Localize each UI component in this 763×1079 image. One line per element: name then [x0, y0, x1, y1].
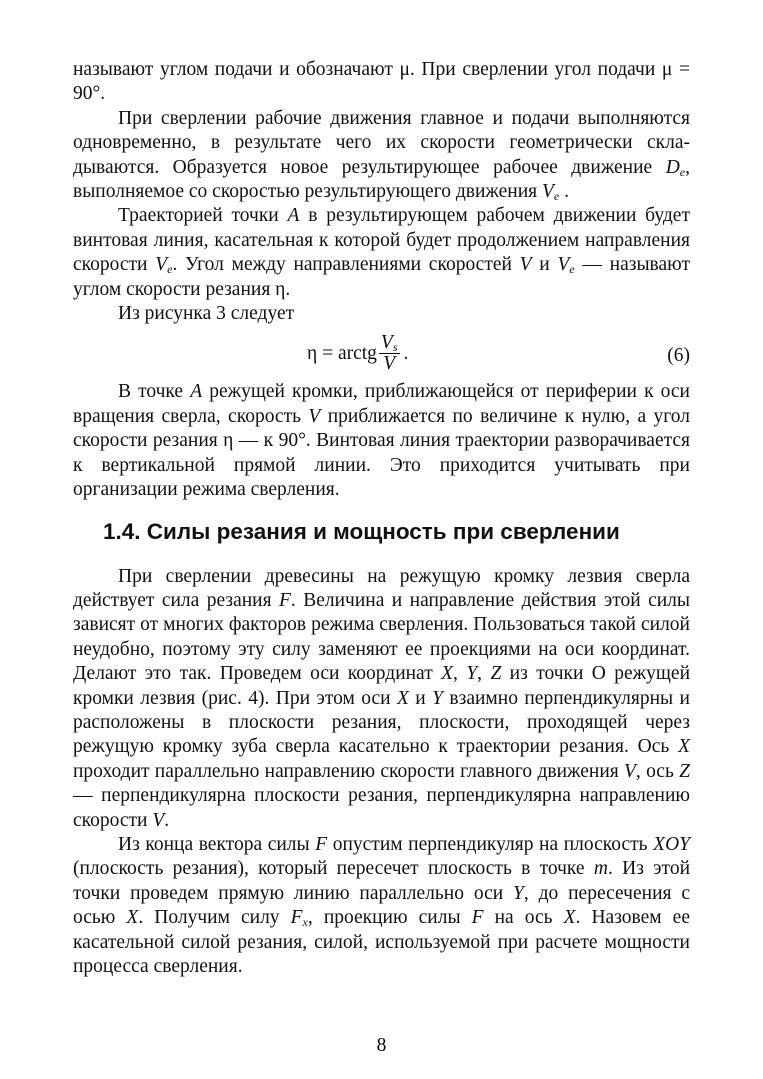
text-run: . Величина и направление действия этой силы зависят от многих факторов режима сверления. Пользоваться такой силой неудобно, поэтому эту силу заменяют ее проекциями на оси координат. Делают это так. Проведем оси координат [73, 589, 690, 685]
section-heading: 1.4. Силы резания и мощность при сверлении [103, 518, 620, 544]
text-run: . [164, 809, 170, 831]
text-run: . Из этой точки проведем прямую линию параллельно оси [73, 858, 690, 904]
text-run: и [531, 254, 558, 276]
text-run: Траекторией точки [118, 205, 288, 227]
variable: XOY [653, 833, 690, 855]
variable: D [665, 156, 680, 178]
text-run: и [408, 687, 433, 709]
subscript: e [553, 189, 560, 204]
text-run: В точке [118, 381, 191, 403]
formula-lhs: η = arctg [307, 342, 377, 364]
text-run: , [477, 663, 491, 685]
paragraph-2 [73, 107, 690, 205]
paragraph-5 [73, 380, 690, 502]
subscript: e [167, 262, 173, 277]
variable: V [383, 353, 396, 375]
variable: Y [513, 882, 524, 904]
variable: Y [432, 687, 443, 709]
formula-6 [73, 326, 690, 380]
text-run: — перпендикулярна плоскости резания, перпендикулярна направлению скорости [73, 785, 690, 831]
variable: V [152, 809, 165, 831]
paragraph-3 [73, 204, 690, 302]
text-run: проходит параллельно направлению скорости главного движения [73, 760, 624, 782]
variable: V [624, 760, 636, 782]
text-run: называют углом подачи и обозначают μ. При сверлении угол подачи μ = 90°. [73, 59, 690, 105]
text-run: — называют углом скорости резания η. [73, 254, 690, 300]
variable: A [287, 205, 300, 227]
text-run: (плоскость резания), который пересечет плоскость в точке [73, 858, 594, 880]
variable: V [557, 254, 570, 276]
fraction-numerator [379, 333, 400, 354]
paragraph-1 [73, 58, 690, 107]
text-run: Из рисунка 3 следует [118, 303, 295, 325]
text-run: . Угол между направлениями скоростей [172, 254, 520, 276]
equation-number: (6) [667, 345, 690, 367]
paragraph-7 [73, 833, 690, 979]
page-body [73, 58, 690, 979]
text-run: , выполняемое со скоростью результирующего движения [73, 156, 690, 203]
text-run: опустим перпендикуляр на плоскость [327, 833, 654, 855]
variable: X [563, 907, 576, 929]
text-run: в результирующем рабочем движении будет винтовая линия, касательная к которой будет продолжением направления скорости [73, 205, 690, 276]
variable: m [593, 858, 608, 880]
variable: Z [679, 760, 690, 782]
variable: X [126, 907, 139, 929]
text-run: При сверлении древесины на режущую кромку лезвия сверла действует сила резания [73, 565, 690, 611]
text-run: взаимно перпендикулярны и расположены в плоскости резания, плоскости, проходящей через режущую кромку зуба сверла касательно к траектории резания. Ось [73, 687, 690, 758]
variable: Y [466, 663, 478, 685]
paragraph-6 [73, 565, 690, 833]
variable: F [278, 589, 291, 611]
variable: A [190, 381, 203, 403]
variable: X [396, 687, 409, 709]
fraction-denominator [381, 354, 397, 374]
subscript: e [679, 164, 686, 179]
variable: V [519, 254, 532, 276]
variable: F [471, 907, 484, 929]
text-run: , ось [635, 760, 680, 782]
text-run: , до пересечения с осью [73, 882, 690, 929]
formula-fraction [379, 333, 400, 374]
text-run: приближается по величине к нулю, а угол скорости резания η — к 90°. Винтовая линия траектории разворачивается к вертикальной прямой линии. Это приходится учитывать при организации режима сверления. [73, 405, 690, 501]
subscript: e [569, 262, 575, 277]
paragraph-4 [73, 302, 690, 326]
variable: F [315, 833, 328, 855]
variable: F [290, 907, 303, 929]
text-run: При сверлении рабочие движения главное и подачи выполняются одновременно, в результате чего их скорости геометрически складываются. Образуется новое результирующее рабочее движение [73, 107, 690, 178]
subscript: x [302, 915, 308, 930]
variable: X [441, 663, 454, 685]
subscript: s [392, 340, 398, 355]
variable: Z [490, 663, 502, 685]
text-run: режущей кромки, приближающейся от периферии к оси вращения сверла, скорость [73, 381, 690, 427]
formula-tail: . [403, 342, 409, 364]
formula-expression [307, 333, 408, 374]
text-run: на ось [483, 907, 564, 929]
text-run: . Получим силу [138, 907, 291, 929]
variable: V [380, 332, 393, 354]
text-run: , [453, 663, 467, 685]
page-number: 8 [376, 1035, 387, 1056]
text-run: Из конца вектора силы [118, 833, 316, 855]
variable: X [678, 736, 690, 758]
text-run: из точки О режущей кромки лезвия (рис. 4). При этом оси [73, 663, 691, 709]
text-run: , проекцию силы [307, 907, 472, 929]
variable: V [308, 405, 321, 427]
variable: V [155, 254, 168, 276]
text-run: . [559, 181, 569, 203]
text-run: . Назовем ее касательной силой резания, силой, используемой при расчете мощности процесса сверления. [73, 907, 690, 977]
variable: V [542, 181, 554, 203]
